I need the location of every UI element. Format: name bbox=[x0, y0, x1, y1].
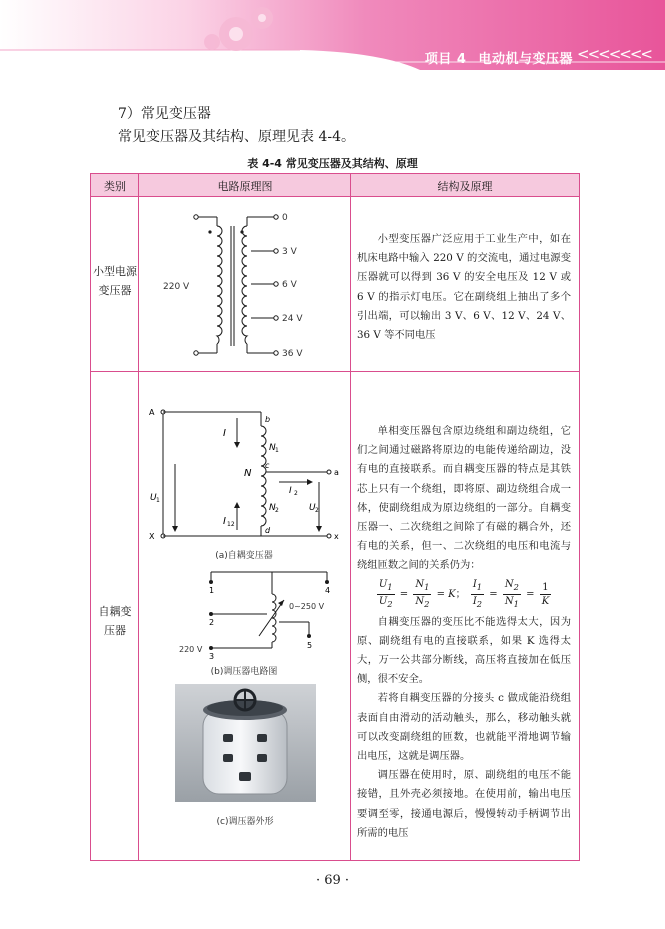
header-description: 结构及原理 bbox=[437, 180, 493, 193]
label-I12-sub: 12 bbox=[227, 521, 235, 528]
terminal-label: 4 bbox=[325, 586, 331, 595]
label-U2-sub: 2 bbox=[315, 507, 319, 514]
tap-label: 3 V bbox=[282, 247, 297, 257]
tap-label: 6 V bbox=[282, 280, 297, 290]
label-I2: I bbox=[289, 486, 292, 496]
regulator-circuit-diagram bbox=[139, 566, 350, 681]
regulator-photo bbox=[175, 684, 316, 802]
label-N2: N bbox=[269, 503, 276, 513]
section-title: 7）常见变压器 bbox=[118, 106, 211, 122]
terminal-label: 2 bbox=[209, 618, 215, 627]
diagram-b-caption: (b)调压器电路图 bbox=[210, 667, 278, 677]
diagram-a-caption: (a)自耦变压器 bbox=[215, 551, 273, 561]
tap-label: 24 V bbox=[282, 314, 303, 324]
row1-category: 小型电源 变压器 bbox=[93, 265, 137, 297]
label-I1: I bbox=[223, 428, 226, 439]
label-X: X bbox=[149, 532, 155, 541]
label-a: a bbox=[334, 468, 339, 477]
label-N2-sub: 2 bbox=[275, 507, 279, 514]
section-intro: 常见变压器及其结构、原理见表 4-4。 bbox=[118, 129, 355, 145]
label-c: c bbox=[265, 461, 270, 470]
label-U1-sub: 1 bbox=[156, 497, 160, 504]
row1-description: 小型变压器广泛应用于工业生产中，如在机床电路中输入 220 V 的交流电，通过电源变压器就可以得到 36 V 的安全电压及 12 V 或 6 V 的指示灯电压。它在副绕组上抽出了多个引出端，可以输出 3 V、6 V、12 V、24 V、36 V 等不同电压 bbox=[357, 233, 571, 342]
ratio-formula: $\frac{U_1}{U_2}$ = $\frac{N_1}{N_2}$ = K； $\frac{I_1}{I_2}$ = $\frac{N_2}{N_1}$ = $\frac{1}{K}$ bbox=[378, 578, 550, 609]
label-I2-sub: 2 bbox=[294, 490, 298, 497]
small-transformer-diagram bbox=[139, 196, 350, 371]
row2-category: 自耦变 压器 bbox=[98, 605, 132, 637]
output-range-label: 0~250 V bbox=[289, 602, 325, 611]
row2-description: 单相变压器包含原边绕组和副边绕组，它们之间通过磁路将原边的电能传递给副边，没有电的直接联系。而自耦变压器的特点是其铁芯上只有一个绕组，即将原、副边绕组合成一体，使副绕组成为原边绕组的一部分。自耦变压器一、二次绕组之间除了有磁的耦合外，还有电的关系，但一、二次绕组的电压和电流与绕组匝数之间的关系仍为： $\frac{U_1}{U_2}$ = $\frac{N_1}{N_2}$ = K； $\frac{I_1}{I_2}$ = $\frac{N_2}{N_1}$ = $\frac{1}{K}$ 自耦变压器的变压比不能选得太大，因为原、副绕组有电的直接联系，如果 K 选得太大，万一公共部分断线，高压将直接加在低压侧，很不安全。 若将自耦变压器的分接头 c 做成能沿绕组表面自由滑动的活动触头，那么，移动触头就可以改变副绕组的匝数，也就能平滑地调节输出电压，这就是调压器。 调压器在使用时，原、副绕组的电压不能接错，且外壳必须接地。在使用前，输出电压要调至零，接通电源后，慢慢转动手柄调节出所需的电压 bbox=[357, 425, 571, 839]
header-category: 类别 bbox=[104, 180, 126, 193]
table-caption: 表 4-4 常见变压器及其结构、原理 bbox=[247, 157, 418, 170]
primary-voltage-label: 220 V bbox=[163, 282, 190, 292]
photo-caption: (c)调压器外形 bbox=[216, 817, 274, 827]
terminal-label: 1 bbox=[209, 586, 215, 595]
label-d: d bbox=[265, 526, 271, 535]
chevron-decoration-icon: <<<<<<< bbox=[577, 45, 651, 63]
label-U1: U bbox=[150, 493, 157, 503]
input-voltage-label: 220 V bbox=[179, 645, 203, 654]
autotransformer-diagram bbox=[139, 402, 350, 567]
terminal-label: 3 bbox=[209, 652, 215, 661]
label-U2: U bbox=[309, 503, 316, 513]
label-N1-sub: 1 bbox=[275, 447, 279, 454]
transformer-table bbox=[90, 173, 580, 861]
label-N1: N bbox=[269, 443, 276, 453]
tap-label: 0 bbox=[282, 213, 288, 223]
label-x: x bbox=[334, 532, 339, 541]
page-number: · 69 · bbox=[315, 873, 350, 888]
label-b: b bbox=[265, 415, 271, 424]
header-diagram: 电路原理图 bbox=[217, 180, 273, 193]
tap-label: 36 V bbox=[282, 349, 303, 359]
label-N: N bbox=[244, 468, 252, 479]
terminal-label: 5 bbox=[307, 641, 313, 650]
label-A: A bbox=[149, 408, 155, 417]
header-title: 项目 4 电动机与变压器 bbox=[424, 52, 573, 67]
label-I12: I bbox=[223, 516, 226, 527]
